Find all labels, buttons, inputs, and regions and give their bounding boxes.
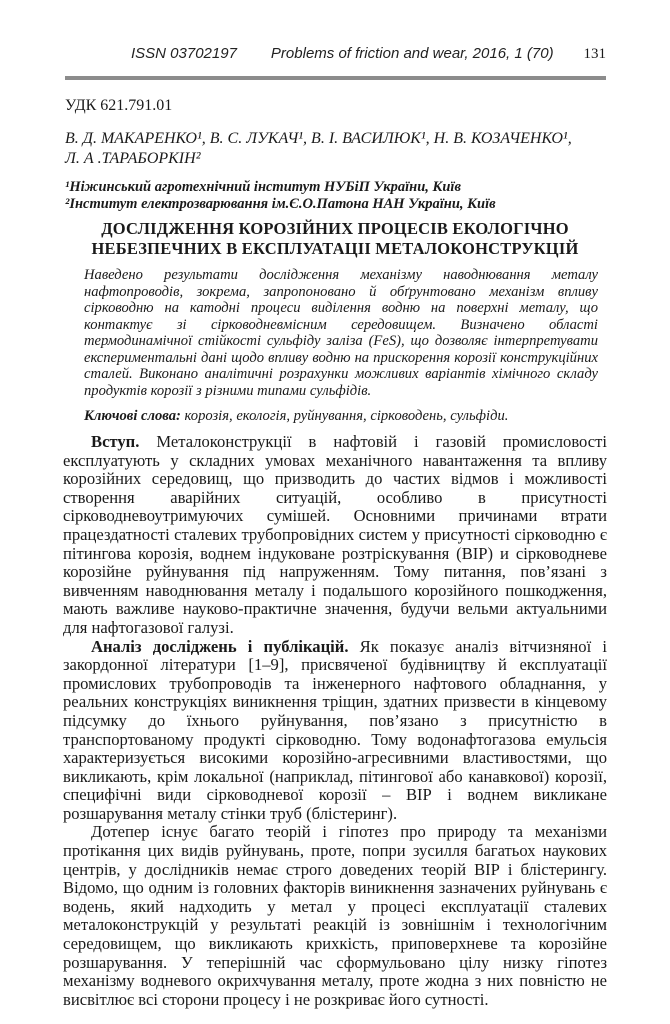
affiliations-block [65, 179, 606, 213]
abstract-text: Наведено результати дослідження механізму наводнювання металу нафтопроводів, зокрема, запропоновано й обґрунтовано механізм впливу сірководню на катодні процеси виділення водню на поверхні металу, що контактує зі сірководневмісним середовищем. Визначено області термодинамічної стійкості сульфіду заліза (FeS), що дозволяє інтерпретувати експериментальні дані щодо впливу водню на прискорення корозії конструкційних сталей. Виконано аналітичні розрахунки можливих варіантів хімічного складу продуктів корозії з різними типами сульфідів. [84, 267, 598, 399]
paragraph-introduction-text: Металоконструкції в нафтовій і газовій промисловості експлуатують у складних умовах механічного навантаження та впливу корозійних середовищ, що призводить до частих відмов і можливості створення аварійних ситуацій, особливо в присутності сірководневоутримуючих сумішей. Основними причинами втрати працездатності сталевих трубопровідних систем у присутності сірководню є пітингова корозія, воднем індуковане розтріскування (ВІР) и сірководневе корозійне руйнування під напруженням. Тому питання, пов’язані з вивченням наводнювання металу і подальшого корозійного пошкодження, мають важливе науково-практичне значення, будучи вельми актуальними для нафтогазової галузі. [63, 432, 607, 637]
authors-line-1: В. Д. МАКАРЕНКО¹, В. С. ЛУКАЧ¹, В. І. ВАСИЛЮК¹, Н. В. КОЗАЧЕНКО¹, [65, 130, 572, 147]
page-number: 131 [583, 46, 606, 62]
article-title-line-2: НЕБЕЗПЕЧНИХ В ЕКСПЛУАТАЦІІ МЕТАЛОКОНСТРУКЦІЙ [91, 239, 579, 258]
paragraph-theories [63, 823, 607, 1009]
article-body [63, 433, 607, 1009]
keywords-line [84, 408, 598, 425]
affiliation-line-2: ²Інститут електрозварювання ім.Є.О.Патона НАН України, Київ [65, 196, 496, 212]
authors-line-2: Л. А .ТАРАБОРКІН² [65, 150, 201, 167]
paragraph-theories-text: Дотепер існує багато теорій і гіпотез про природу та механізми протікання цих видів руйнувань, проте, попри зусилля багатьох наукових центрів, у дослідників немає строго доведених теорій ВІР і блістерингу. Відомо, що одним із головних факторів виникнення зазначених руйнувань є водень, який надходить у метал у процесі експлуатації сталевих металоконструкцій у результаті реакцій із зовнішнім і технологічним середовищем, що викликають крихкість, приповерхневе та корозійне розшарування. У теперішній час сформульовано цілу низку гіпотез механізму водневого окрихчування металу, проте жодна з них повністю не висвітлює всі сторони процесу і не розкриває його сутності. [63, 822, 607, 1009]
keywords-text: корозія, екологія, руйнування, сірководень, сульфіди. [180, 408, 509, 424]
paragraph-introduction [63, 433, 607, 638]
paragraph-analysis-lead: Аналіз досліджень і публікацій. [91, 636, 349, 656]
paragraph-analysis [63, 638, 607, 824]
keywords-label: Ключові слова: [84, 408, 181, 424]
paragraph-analysis-text: Як показує аналіз вітчизняної і закордонної літератури [1–9], присвяченої будівництву й експлуатації промислових трубопроводів та інженерного нафтового обладнання, у реальних конструкціях виникнення тріщин, здатних призвести в кінцевому підсумку до їхнього руйнування, пов’язано з присутністю в транспортованому продукті сірководню. Тому водонафтогазова емульсія характеризується високими корозійно-агресивними властивостями, що викликають, крім локальної (наприклад, пітингової або канавкової) корозії, специфічні види сірководневої корозії – ВІР і воднем викликане розшарування металу стінки труб (блістеринг). [63, 636, 607, 823]
udc-code: УДК 621.791.01 [65, 97, 173, 114]
authors-block [65, 129, 606, 169]
journal-header [65, 44, 606, 64]
journal-title: Problems of friction and wear, 2016, 1 (70) [270, 45, 554, 62]
paragraph-introduction-lead: Вступ. [91, 432, 140, 451]
article-title [34, 219, 636, 259]
affiliation-line-1: ¹Ніжинський агротехнічний інститут НУБіП України, Київ [65, 179, 461, 195]
article-title-line-1: ДОСЛІДЖЕННЯ КОРОЗІЙНИХ ПРОЦЕСІВ ЕКОЛОГІЧНО [101, 219, 569, 238]
header-divider [65, 76, 606, 80]
issn-label: ISSN 03702197 [131, 45, 237, 62]
